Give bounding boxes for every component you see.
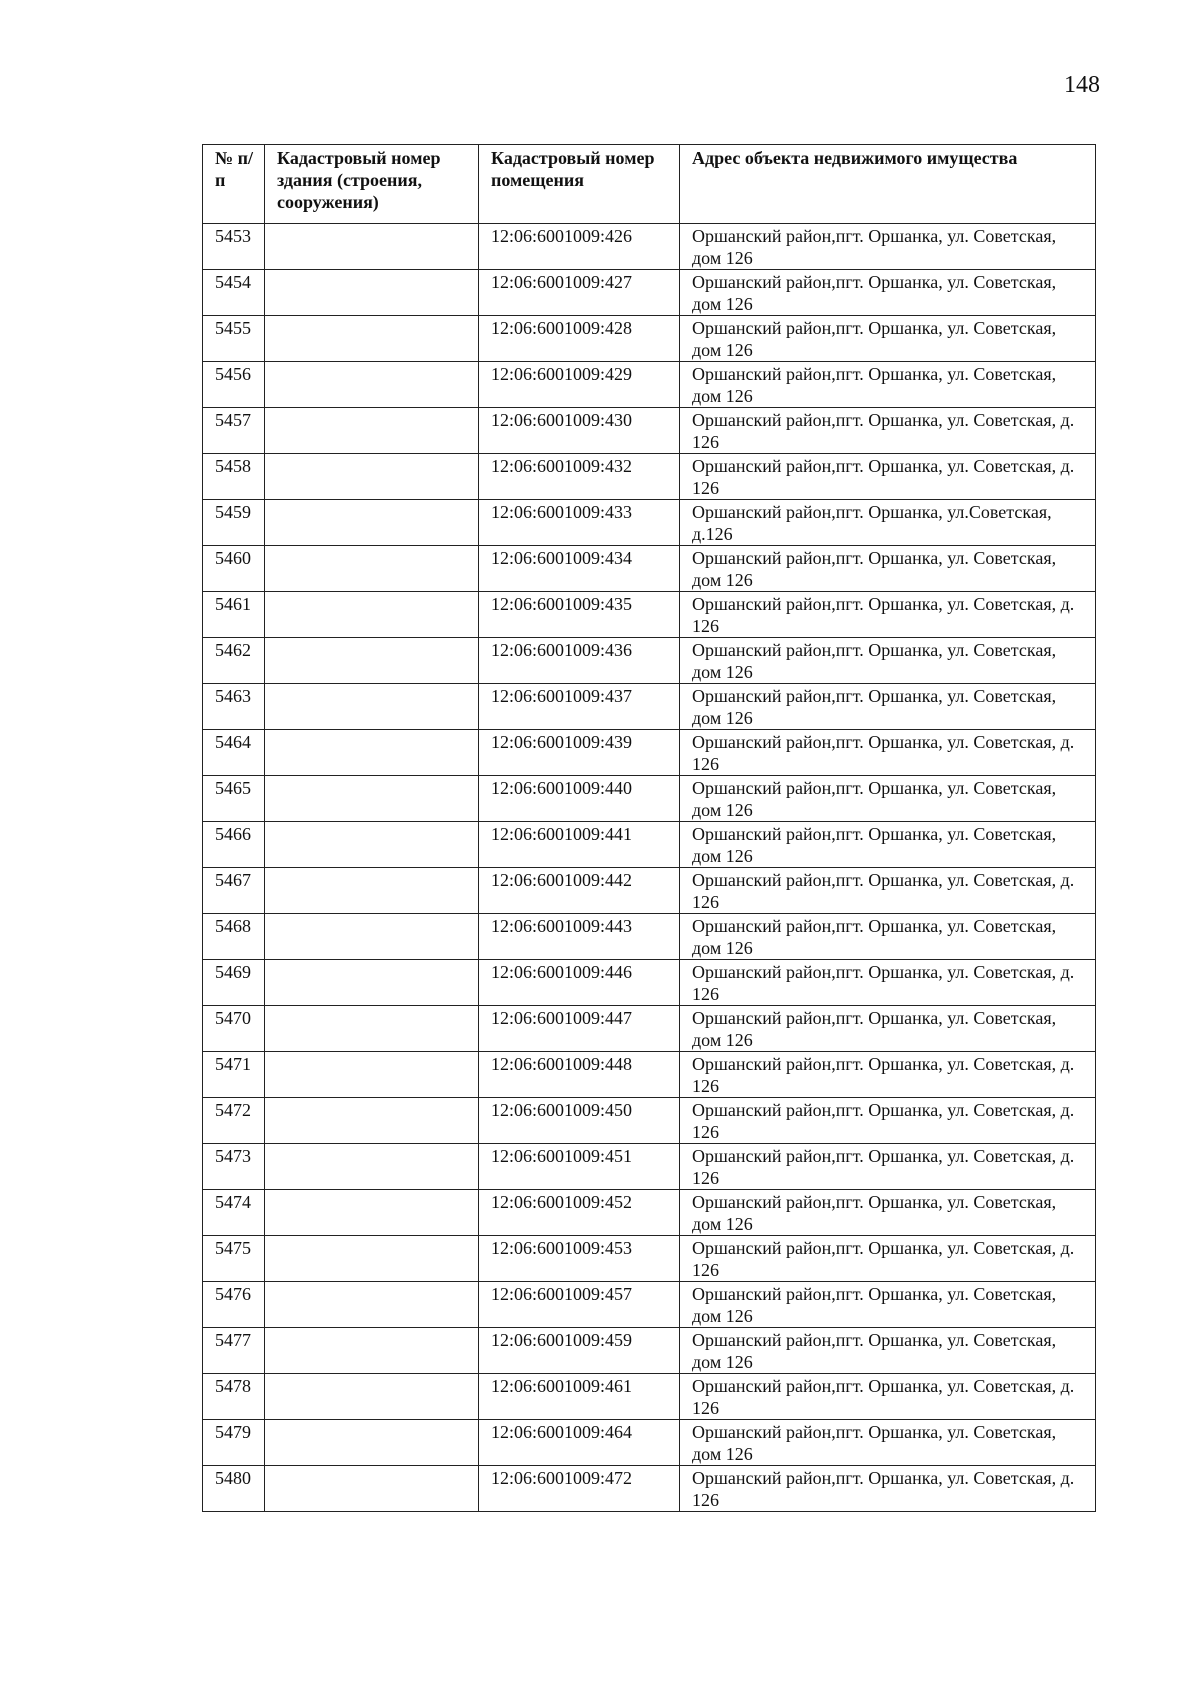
cell-address: Оршанский район,пгт. Оршанка, ул. Советская, д. 126 bbox=[680, 1144, 1096, 1190]
cell-room-cadastral: 12:06:6001009:446 bbox=[479, 960, 680, 1006]
table-header bbox=[203, 145, 1096, 224]
table-row bbox=[203, 1374, 1096, 1420]
cell-number: 5478 bbox=[203, 1374, 265, 1420]
cell-building-cadastral bbox=[265, 1236, 479, 1282]
cell-address: Оршанский район,пгт. Оршанка, ул. Советская, дом 126 bbox=[680, 224, 1096, 270]
cell-building-cadastral bbox=[265, 1052, 479, 1098]
table-row bbox=[203, 454, 1096, 500]
cell-number: 5480 bbox=[203, 1466, 265, 1512]
table-row bbox=[203, 868, 1096, 914]
cell-building-cadastral bbox=[265, 500, 479, 546]
cell-number: 5455 bbox=[203, 316, 265, 362]
cell-building-cadastral bbox=[265, 1190, 479, 1236]
cell-room-cadastral: 12:06:6001009:426 bbox=[479, 224, 680, 270]
cell-address: Оршанский район,пгт. Оршанка, ул. Советская, дом 126 bbox=[680, 270, 1096, 316]
header-address: Адрес объекта недвижимого имущества bbox=[680, 145, 1096, 224]
cell-number: 5463 bbox=[203, 684, 265, 730]
cell-building-cadastral bbox=[265, 408, 479, 454]
cell-address: Оршанский район,пгт. Оршанка, ул. Советская, дом 126 bbox=[680, 638, 1096, 684]
table-row bbox=[203, 822, 1096, 868]
table-row bbox=[203, 592, 1096, 638]
cell-room-cadastral: 12:06:6001009:427 bbox=[479, 270, 680, 316]
cell-building-cadastral bbox=[265, 1006, 479, 1052]
table-row bbox=[203, 776, 1096, 822]
cell-building-cadastral bbox=[265, 914, 479, 960]
cell-building-cadastral bbox=[265, 638, 479, 684]
table-row bbox=[203, 1006, 1096, 1052]
cell-number: 5479 bbox=[203, 1420, 265, 1466]
cell-number: 5472 bbox=[203, 1098, 265, 1144]
cell-room-cadastral: 12:06:6001009:437 bbox=[479, 684, 680, 730]
cell-building-cadastral bbox=[265, 592, 479, 638]
cell-address: Оршанский район,пгт. Оршанка, ул. Советская, д. 126 bbox=[680, 408, 1096, 454]
table-row bbox=[203, 1466, 1096, 1512]
table-row bbox=[203, 1144, 1096, 1190]
cell-room-cadastral: 12:06:6001009:443 bbox=[479, 914, 680, 960]
cell-number: 5462 bbox=[203, 638, 265, 684]
table-row bbox=[203, 546, 1096, 592]
cell-address: Оршанский район,пгт. Оршанка, ул. Советская, д. 126 bbox=[680, 868, 1096, 914]
cell-room-cadastral: 12:06:6001009:441 bbox=[479, 822, 680, 868]
cell-room-cadastral: 12:06:6001009:430 bbox=[479, 408, 680, 454]
cell-address: Оршанский район,пгт. Оршанка, ул. Советская, д. 126 bbox=[680, 960, 1096, 1006]
cell-number: 5466 bbox=[203, 822, 265, 868]
cell-room-cadastral: 12:06:6001009:450 bbox=[479, 1098, 680, 1144]
cell-room-cadastral: 12:06:6001009:429 bbox=[479, 362, 680, 408]
cell-number: 5465 bbox=[203, 776, 265, 822]
table-row bbox=[203, 1420, 1096, 1466]
cell-building-cadastral bbox=[265, 362, 479, 408]
header-building-cadastral: Кадастровый номер здания (строения, сооружения) bbox=[265, 145, 479, 224]
table-row bbox=[203, 224, 1096, 270]
cell-room-cadastral: 12:06:6001009:433 bbox=[479, 500, 680, 546]
cell-room-cadastral: 12:06:6001009:448 bbox=[479, 1052, 680, 1098]
cell-building-cadastral bbox=[265, 868, 479, 914]
cell-address: Оршанский район,пгт. Оршанка, ул. Советская, д. 126 bbox=[680, 1098, 1096, 1144]
cell-room-cadastral: 12:06:6001009:457 bbox=[479, 1282, 680, 1328]
cell-building-cadastral bbox=[265, 776, 479, 822]
cell-room-cadastral: 12:06:6001009:472 bbox=[479, 1466, 680, 1512]
table-row bbox=[203, 730, 1096, 776]
cell-address: Оршанский район,пгт. Оршанка, ул. Советская, дом 126 bbox=[680, 1006, 1096, 1052]
cell-number: 5464 bbox=[203, 730, 265, 776]
cell-address: Оршанский район,пгт. Оршанка, ул. Советская, дом 126 bbox=[680, 914, 1096, 960]
cell-number: 5471 bbox=[203, 1052, 265, 1098]
cell-number: 5453 bbox=[203, 224, 265, 270]
cell-number: 5469 bbox=[203, 960, 265, 1006]
cell-address: Оршанский район,пгт. Оршанка, ул.Советская, д.126 bbox=[680, 500, 1096, 546]
table-row bbox=[203, 1328, 1096, 1374]
cell-room-cadastral: 12:06:6001009:464 bbox=[479, 1420, 680, 1466]
table-row bbox=[203, 408, 1096, 454]
cell-address: Оршанский район,пгт. Оршанка, ул. Советская, дом 126 bbox=[680, 684, 1096, 730]
cell-number: 5474 bbox=[203, 1190, 265, 1236]
cell-number: 5477 bbox=[203, 1328, 265, 1374]
cell-room-cadastral: 12:06:6001009:461 bbox=[479, 1374, 680, 1420]
cell-building-cadastral bbox=[265, 316, 479, 362]
table-row bbox=[203, 316, 1096, 362]
cell-room-cadastral: 12:06:6001009:436 bbox=[479, 638, 680, 684]
cell-building-cadastral bbox=[265, 1328, 479, 1374]
cell-address: Оршанский район,пгт. Оршанка, ул. Советская, д. 126 bbox=[680, 1052, 1096, 1098]
cell-address: Оршанский район,пгт. Оршанка, ул. Советская, дом 126 bbox=[680, 1420, 1096, 1466]
cell-address: Оршанский район,пгт. Оршанка, ул. Советская, дом 126 bbox=[680, 546, 1096, 592]
cell-building-cadastral bbox=[265, 1144, 479, 1190]
cell-address: Оршанский район,пгт. Оршанка, ул. Советская, дом 126 bbox=[680, 362, 1096, 408]
cell-building-cadastral bbox=[265, 454, 479, 500]
cell-room-cadastral: 12:06:6001009:453 bbox=[479, 1236, 680, 1282]
cell-room-cadastral: 12:06:6001009:432 bbox=[479, 454, 680, 500]
cell-number: 5454 bbox=[203, 270, 265, 316]
cell-building-cadastral bbox=[265, 684, 479, 730]
cell-address: Оршанский район,пгт. Оршанка, ул. Советская, дом 126 bbox=[680, 1190, 1096, 1236]
cell-address: Оршанский район,пгт. Оршанка, ул. Советская, д. 126 bbox=[680, 1466, 1096, 1512]
cell-number: 5467 bbox=[203, 868, 265, 914]
cell-building-cadastral bbox=[265, 822, 479, 868]
table-row bbox=[203, 1236, 1096, 1282]
cell-number: 5461 bbox=[203, 592, 265, 638]
header-row bbox=[203, 145, 1096, 224]
cell-room-cadastral: 12:06:6001009:452 bbox=[479, 1190, 680, 1236]
cell-address: Оршанский район,пгт. Оршанка, ул. Советская, д. 126 bbox=[680, 730, 1096, 776]
cell-number: 5475 bbox=[203, 1236, 265, 1282]
cell-room-cadastral: 12:06:6001009:440 bbox=[479, 776, 680, 822]
table-row bbox=[203, 1282, 1096, 1328]
cell-building-cadastral bbox=[265, 1282, 479, 1328]
cell-number: 5456 bbox=[203, 362, 265, 408]
cell-room-cadastral: 12:06:6001009:435 bbox=[479, 592, 680, 638]
cell-number: 5470 bbox=[203, 1006, 265, 1052]
cell-room-cadastral: 12:06:6001009:439 bbox=[479, 730, 680, 776]
property-registry-table bbox=[202, 144, 1096, 1512]
cell-address: Оршанский район,пгт. Оршанка, ул. Советская, д. 126 bbox=[680, 454, 1096, 500]
cell-building-cadastral bbox=[265, 1420, 479, 1466]
cell-address: Оршанский район,пгт. Оршанка, ул. Советская, д. 126 bbox=[680, 1236, 1096, 1282]
table-row bbox=[203, 500, 1096, 546]
table-body bbox=[203, 224, 1096, 1512]
cell-building-cadastral bbox=[265, 1098, 479, 1144]
cell-building-cadastral bbox=[265, 270, 479, 316]
cell-address: Оршанский район,пгт. Оршанка, ул. Советская, дом 126 bbox=[680, 1328, 1096, 1374]
table-row bbox=[203, 684, 1096, 730]
cell-address: Оршанский район,пгт. Оршанка, ул. Советская, д. 126 bbox=[680, 1374, 1096, 1420]
table-row bbox=[203, 1190, 1096, 1236]
cell-number: 5468 bbox=[203, 914, 265, 960]
cell-number: 5476 bbox=[203, 1282, 265, 1328]
cell-address: Оршанский район,пгт. Оршанка, ул. Советская, дом 126 bbox=[680, 822, 1096, 868]
cell-room-cadastral: 12:06:6001009:447 bbox=[479, 1006, 680, 1052]
cell-address: Оршанский район,пгт. Оршанка, ул. Советская, дом 126 bbox=[680, 1282, 1096, 1328]
table-row bbox=[203, 960, 1096, 1006]
table-row bbox=[203, 914, 1096, 960]
page-number: 148 bbox=[1064, 72, 1100, 98]
cell-address: Оршанский район,пгт. Оршанка, ул. Советская, д. 126 bbox=[680, 592, 1096, 638]
cell-number: 5460 bbox=[203, 546, 265, 592]
header-number: № п/п bbox=[203, 145, 265, 224]
cell-building-cadastral bbox=[265, 546, 479, 592]
table-row bbox=[203, 1098, 1096, 1144]
cell-number: 5459 bbox=[203, 500, 265, 546]
cell-room-cadastral: 12:06:6001009:459 bbox=[479, 1328, 680, 1374]
cell-building-cadastral bbox=[265, 1374, 479, 1420]
cell-room-cadastral: 12:06:6001009:428 bbox=[479, 316, 680, 362]
table-row bbox=[203, 638, 1096, 684]
cell-room-cadastral: 12:06:6001009:442 bbox=[479, 868, 680, 914]
cell-address: Оршанский район,пгт. Оршанка, ул. Советская, дом 126 bbox=[680, 776, 1096, 822]
cell-number: 5457 bbox=[203, 408, 265, 454]
cell-building-cadastral bbox=[265, 224, 479, 270]
cell-room-cadastral: 12:06:6001009:434 bbox=[479, 546, 680, 592]
cell-room-cadastral: 12:06:6001009:451 bbox=[479, 1144, 680, 1190]
table-row bbox=[203, 362, 1096, 408]
cell-building-cadastral bbox=[265, 730, 479, 776]
cell-building-cadastral bbox=[265, 1466, 479, 1512]
table-row bbox=[203, 270, 1096, 316]
cell-address: Оршанский район,пгт. Оршанка, ул. Советская, дом 126 bbox=[680, 316, 1096, 362]
table-row bbox=[203, 1052, 1096, 1098]
header-room-cadastral: Кадастровый номер помещения bbox=[479, 145, 680, 224]
cell-number: 5473 bbox=[203, 1144, 265, 1190]
cell-number: 5458 bbox=[203, 454, 265, 500]
cell-building-cadastral bbox=[265, 960, 479, 1006]
